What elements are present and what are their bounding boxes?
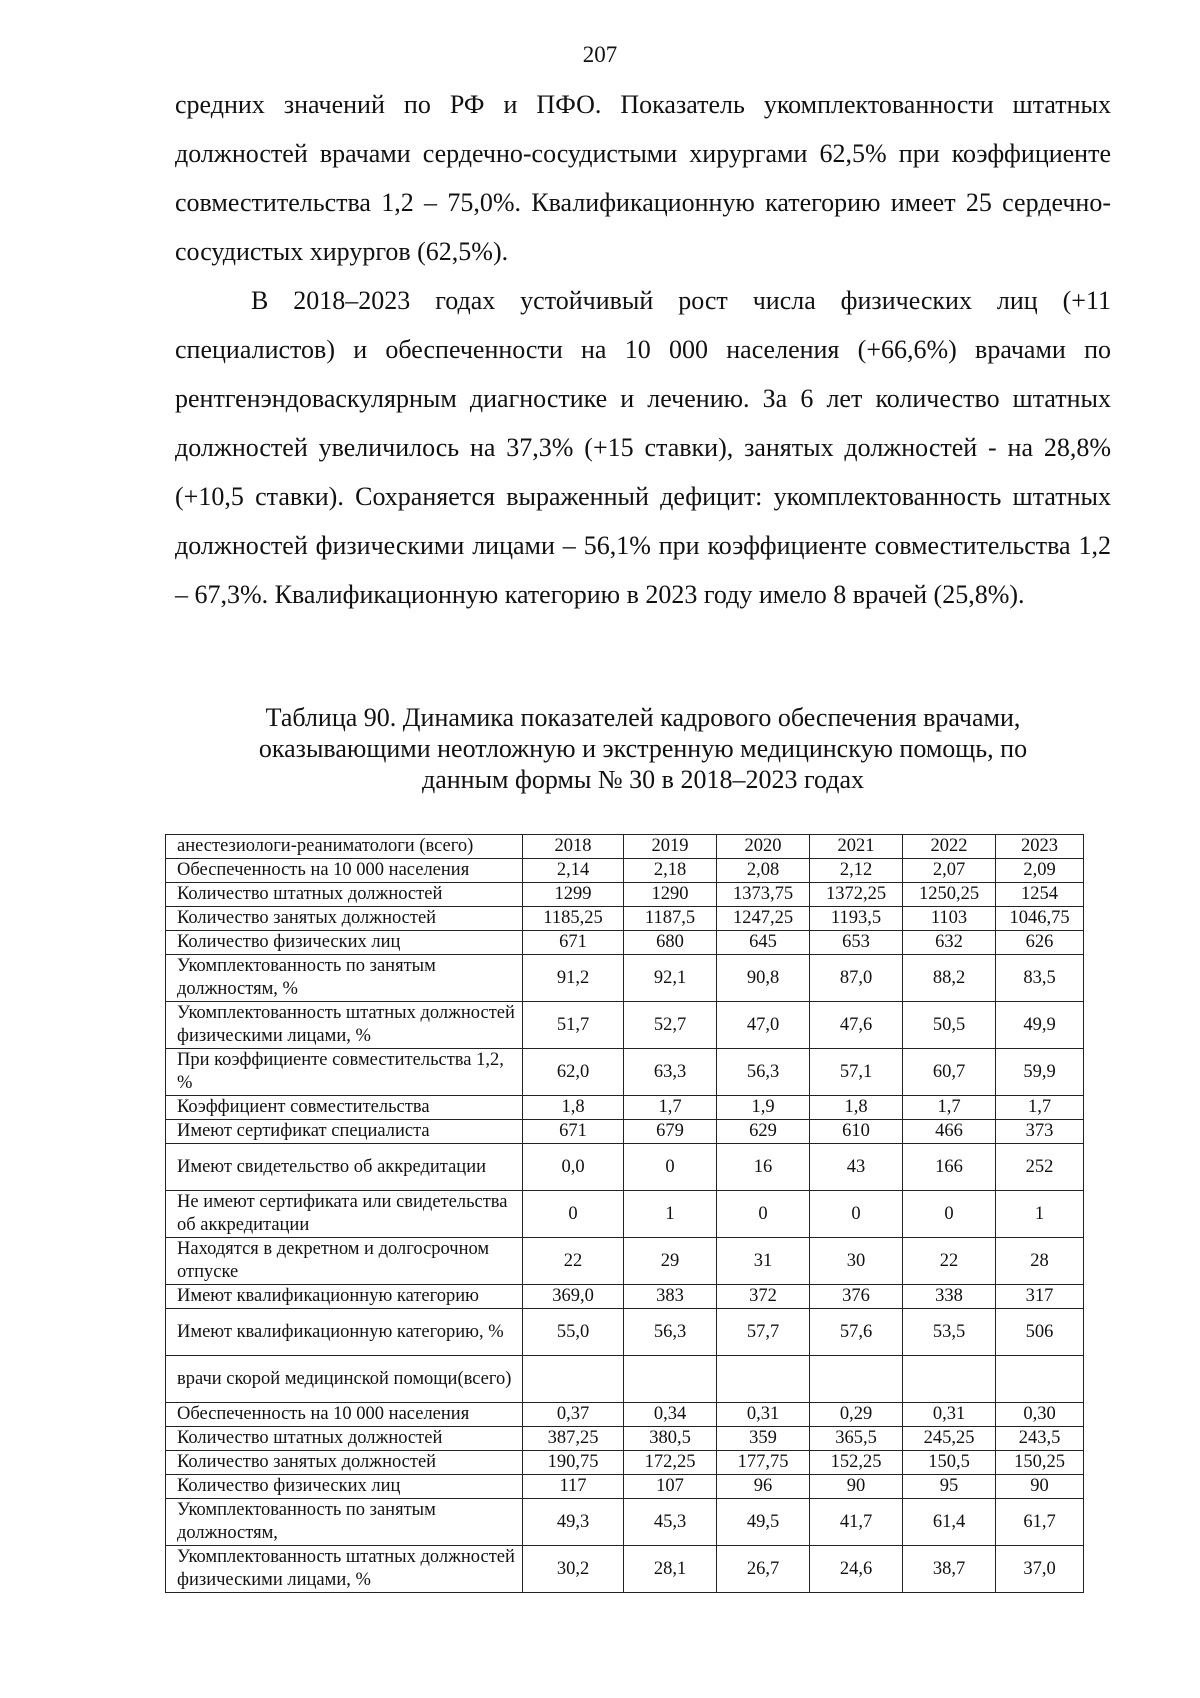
row-value: 57,7 xyxy=(717,1309,810,1356)
row-value: 47,0 xyxy=(717,1002,810,1049)
row-value: 466 xyxy=(903,1120,996,1144)
row-value: 61,7 xyxy=(996,1499,1084,1546)
row-label: Количество физических лиц xyxy=(166,1475,523,1499)
row-value: 1299 xyxy=(523,883,624,907)
table-row xyxy=(166,931,1084,955)
table-row xyxy=(166,955,1084,1002)
row-value: 383 xyxy=(624,1285,717,1309)
year-header: 2023 xyxy=(996,835,1084,859)
row-label: Не имеют сертификата или свидетельства об аккредитации xyxy=(166,1191,523,1238)
row-value: 1250,25 xyxy=(903,883,996,907)
row-label: При коэффициенте совместительства 1,2, % xyxy=(166,1049,523,1096)
row-value: 28,1 xyxy=(624,1546,717,1593)
table-row xyxy=(166,1049,1084,1096)
row-value: 1 xyxy=(624,1191,717,1238)
table-header-row xyxy=(166,835,1084,859)
row-value: 2,18 xyxy=(624,859,717,883)
row-label: Обеспеченность на 10 000 населения xyxy=(166,859,523,883)
row-value: 1,7 xyxy=(624,1096,717,1120)
row-value: 252 xyxy=(996,1144,1084,1191)
table-row xyxy=(166,1309,1084,1356)
row-value xyxy=(810,1356,903,1403)
row-value: 0,0 xyxy=(523,1144,624,1191)
row-value: 88,2 xyxy=(903,955,996,1002)
table-row xyxy=(166,1144,1084,1191)
row-value: 0,30 xyxy=(996,1403,1084,1427)
row-value: 380,5 xyxy=(624,1427,717,1451)
row-label: Укомплектованность по занятым должностям, % xyxy=(166,955,523,1002)
row-value: 2,07 xyxy=(903,859,996,883)
table-row xyxy=(166,859,1084,883)
row-value: 28 xyxy=(996,1238,1084,1285)
row-value: 1290 xyxy=(624,883,717,907)
row-value: 107 xyxy=(624,1475,717,1499)
row-value: 1372,25 xyxy=(810,883,903,907)
row-value: 243,5 xyxy=(996,1427,1084,1451)
row-value: 1,8 xyxy=(523,1096,624,1120)
row-value: 16 xyxy=(717,1144,810,1191)
row-value: 49,3 xyxy=(523,1499,624,1546)
row-value: 83,5 xyxy=(996,955,1084,1002)
table-header-label: анестезиологи-реаниматологи (всего) xyxy=(166,835,523,859)
row-value xyxy=(903,1356,996,1403)
row-label: врачи скорой медицинской помощи(всего) xyxy=(166,1356,523,1403)
row-value: 41,7 xyxy=(810,1499,903,1546)
table-row xyxy=(166,883,1084,907)
row-value: 0 xyxy=(810,1191,903,1238)
row-value: 1193,5 xyxy=(810,907,903,931)
row-value: 629 xyxy=(717,1120,810,1144)
row-value: 0 xyxy=(903,1191,996,1238)
row-value: 190,75 xyxy=(523,1451,624,1475)
row-value: 61,4 xyxy=(903,1499,996,1546)
table-row xyxy=(166,1238,1084,1285)
row-value: 57,1 xyxy=(810,1049,903,1096)
row-value xyxy=(996,1356,1084,1403)
row-value: 29 xyxy=(624,1238,717,1285)
row-value: 92,1 xyxy=(624,955,717,1002)
row-value: 338 xyxy=(903,1285,996,1309)
row-value: 49,9 xyxy=(996,1002,1084,1049)
row-value: 55,0 xyxy=(523,1309,624,1356)
row-value: 38,7 xyxy=(903,1546,996,1593)
row-value: 150,25 xyxy=(996,1451,1084,1475)
row-label: Коэффициент совместительства xyxy=(166,1096,523,1120)
row-value: 679 xyxy=(624,1120,717,1144)
paragraph-2 xyxy=(175,276,1111,619)
row-value: 610 xyxy=(810,1120,903,1144)
table-row xyxy=(166,1451,1084,1475)
row-value: 373 xyxy=(996,1120,1084,1144)
row-value: 2,12 xyxy=(810,859,903,883)
row-label: Имеют сертификат специалиста xyxy=(166,1120,523,1144)
row-value: 2,14 xyxy=(523,859,624,883)
year-header: 2021 xyxy=(810,835,903,859)
row-value: 150,5 xyxy=(903,1451,996,1475)
row-value: 2,09 xyxy=(996,859,1084,883)
table-row xyxy=(166,1546,1084,1593)
year-header: 2020 xyxy=(717,835,810,859)
caption-line: Таблица 90. Динамика показателей кадрового обеспечения врачами, xyxy=(265,703,1021,732)
row-label: Имеют квалификационную категорию xyxy=(166,1285,523,1309)
row-value: 1 xyxy=(996,1191,1084,1238)
row-value: 0,31 xyxy=(903,1403,996,1427)
row-value: 30 xyxy=(810,1238,903,1285)
row-label: Имеют квалификационную категорию, % xyxy=(166,1309,523,1356)
row-value: 22 xyxy=(903,1238,996,1285)
paragraph-2-text: В 2018–2023 годах устойчивый рост числа физических лиц (+11 специалистов) и обеспеченности на 10 000 населения (+66,6%) врачами по рентгенэндоваскулярным диагностике и лечению. За 6 лет количество штатных должностей увеличилось на 37,3% (+15 ставки), занятых должностей - на 28,8% (+10,5 ставки). Сохраняется выраженный дефицит: укомплектованность штатных должностей физическими лицами – 56,1% при коэффициенте совместительства 1,2 – 67,3%. Квалификационную категорию в 2023 году имело 8 врачей (25,8%). xyxy=(175,286,1111,609)
row-value: 1187,5 xyxy=(624,907,717,931)
row-value: 317 xyxy=(996,1285,1084,1309)
row-value: 30,2 xyxy=(523,1546,624,1593)
row-value: 57,6 xyxy=(810,1309,903,1356)
row-value xyxy=(624,1356,717,1403)
row-value: 52,7 xyxy=(624,1002,717,1049)
row-value: 45,3 xyxy=(624,1499,717,1546)
table-row xyxy=(166,1499,1084,1546)
row-value: 47,6 xyxy=(810,1002,903,1049)
row-value xyxy=(717,1356,810,1403)
row-value: 1,7 xyxy=(996,1096,1084,1120)
row-value: 653 xyxy=(810,931,903,955)
row-label: Обеспеченность на 10 000 населения xyxy=(166,1403,523,1427)
row-value: 172,25 xyxy=(624,1451,717,1475)
paragraph-1-text: средних значений по РФ и ПФО. Показатель укомплектованности штатных должностей врачами сердечно-сосудистыми хирургами 62,5% при коэффициенте совместительства 1,2 – 75,0%. Квалификационную категорию имеет 25 сердечно-сосудистых хирургов (62,5%). xyxy=(175,90,1111,266)
table-row xyxy=(166,907,1084,931)
row-label: Количество физических лиц xyxy=(166,931,523,955)
table-row xyxy=(166,1002,1084,1049)
row-label: Находятся в декретном и долгосрочном отпуске xyxy=(166,1238,523,1285)
row-label: Количество занятых должностей xyxy=(166,1451,523,1475)
row-value: 51,7 xyxy=(523,1002,624,1049)
row-value: 117 xyxy=(523,1475,624,1499)
row-value: 2,08 xyxy=(717,859,810,883)
row-value: 1103 xyxy=(903,907,996,931)
row-value: 1185,25 xyxy=(523,907,624,931)
table-row xyxy=(166,1427,1084,1451)
row-value: 24,6 xyxy=(810,1546,903,1593)
row-label: Имеют свидетельство об аккредитации xyxy=(166,1144,523,1191)
row-value: 60,7 xyxy=(903,1049,996,1096)
row-value: 56,3 xyxy=(624,1309,717,1356)
row-value: 26,7 xyxy=(717,1546,810,1593)
row-value: 53,5 xyxy=(903,1309,996,1356)
row-value: 62,0 xyxy=(523,1049,624,1096)
row-value: 0 xyxy=(624,1144,717,1191)
row-value: 152,25 xyxy=(810,1451,903,1475)
row-value: 49,5 xyxy=(717,1499,810,1546)
row-value: 90,8 xyxy=(717,955,810,1002)
year-header: 2022 xyxy=(903,835,996,859)
table-row xyxy=(166,1285,1084,1309)
row-value: 506 xyxy=(996,1309,1084,1356)
row-value: 671 xyxy=(523,1120,624,1144)
row-value: 245,25 xyxy=(903,1427,996,1451)
row-value: 0,37 xyxy=(523,1403,624,1427)
row-value: 31 xyxy=(717,1238,810,1285)
row-value: 359 xyxy=(717,1427,810,1451)
row-value: 1046,75 xyxy=(996,907,1084,931)
row-value: 1,7 xyxy=(903,1096,996,1120)
row-value: 59,9 xyxy=(996,1049,1084,1096)
staffing-table xyxy=(165,834,1084,1593)
row-value: 1254 xyxy=(996,883,1084,907)
row-value: 0 xyxy=(717,1191,810,1238)
row-value: 1373,75 xyxy=(717,883,810,907)
paragraph-1 xyxy=(175,80,1111,276)
page-number: 207 xyxy=(582,42,618,67)
row-value: 1,8 xyxy=(810,1096,903,1120)
row-value: 37,0 xyxy=(996,1546,1084,1593)
table-row xyxy=(166,1475,1084,1499)
table-row xyxy=(166,1191,1084,1238)
row-value: 95 xyxy=(903,1475,996,1499)
row-value: 90 xyxy=(810,1475,903,1499)
row-label: Количество занятых должностей xyxy=(166,907,523,931)
year-header: 2019 xyxy=(624,835,717,859)
row-value xyxy=(523,1356,624,1403)
row-value: 0 xyxy=(523,1191,624,1238)
row-value: 632 xyxy=(903,931,996,955)
table-row xyxy=(166,1403,1084,1427)
table-row xyxy=(166,1356,1084,1403)
row-value: 1,9 xyxy=(717,1096,810,1120)
row-value: 626 xyxy=(996,931,1084,955)
table-row xyxy=(166,1096,1084,1120)
row-label: Укомплектованность по занятым должностям, xyxy=(166,1499,523,1546)
row-value: 369,0 xyxy=(523,1285,624,1309)
row-label: Количество штатных должностей xyxy=(166,883,523,907)
row-value: 372 xyxy=(717,1285,810,1309)
row-value: 680 xyxy=(624,931,717,955)
row-value: 22 xyxy=(523,1238,624,1285)
caption-line: оказывающими неотложную и экстренную медицинскую помощь, по xyxy=(258,734,1028,763)
row-value: 87,0 xyxy=(810,955,903,1002)
row-value: 376 xyxy=(810,1285,903,1309)
row-value: 90 xyxy=(996,1475,1084,1499)
row-value: 91,2 xyxy=(523,955,624,1002)
table-row xyxy=(166,1120,1084,1144)
row-value: 56,3 xyxy=(717,1049,810,1096)
row-value: 1247,25 xyxy=(717,907,810,931)
row-value: 0,31 xyxy=(717,1403,810,1427)
table-caption xyxy=(175,702,1111,795)
row-value: 96 xyxy=(717,1475,810,1499)
row-value: 0,29 xyxy=(810,1403,903,1427)
row-value: 63,3 xyxy=(624,1049,717,1096)
row-value: 0,34 xyxy=(624,1403,717,1427)
row-value: 177,75 xyxy=(717,1451,810,1475)
row-label: Количество штатных должностей xyxy=(166,1427,523,1451)
row-value: 671 xyxy=(523,931,624,955)
caption-line: данным формы № 30 в 2018–2023 годах xyxy=(421,765,864,794)
row-value: 50,5 xyxy=(903,1002,996,1049)
row-label: Укомплектованность штатных должностей физическими лицами, % xyxy=(166,1546,523,1593)
year-header: 2018 xyxy=(523,835,624,859)
row-value: 166 xyxy=(903,1144,996,1191)
row-value: 645 xyxy=(717,931,810,955)
row-value: 365,5 xyxy=(810,1427,903,1451)
row-value: 387,25 xyxy=(523,1427,624,1451)
row-value: 43 xyxy=(810,1144,903,1191)
row-label: Укомплектованность штатных должностей физическими лицами, % xyxy=(166,1002,523,1049)
